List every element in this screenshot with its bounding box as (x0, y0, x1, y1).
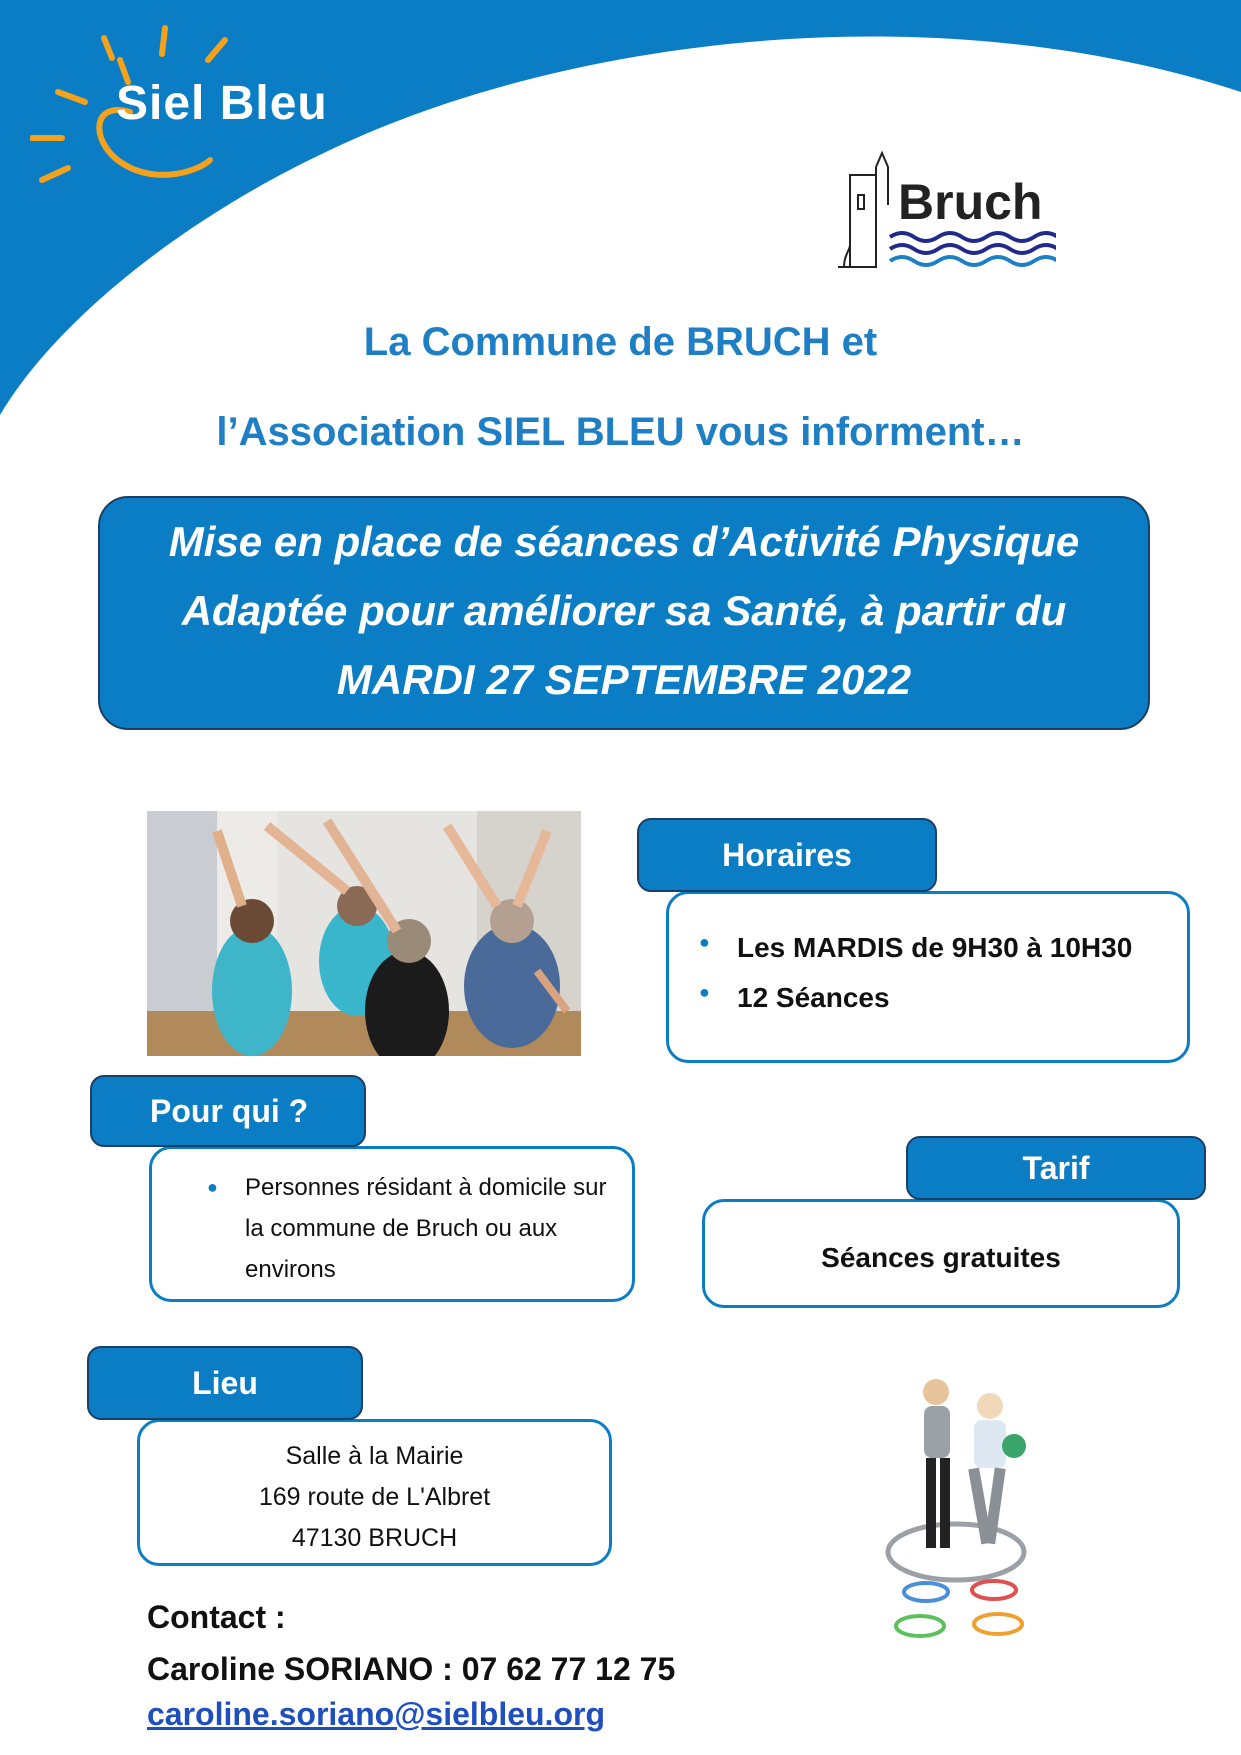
lieu-box (137, 1419, 612, 1566)
horaires-item-2: ● 12 Séances (699, 982, 1132, 1014)
tarif-label: Tarif (906, 1136, 1206, 1200)
contact-email-link[interactable]: caroline.soriano@sielbleu.org (147, 1696, 605, 1732)
tarif-value: Séances gratuites (821, 1242, 1061, 1273)
lieu-label: Lieu (87, 1346, 363, 1420)
horaires-label: Horaires (637, 818, 937, 892)
lieu-line-1: Salle à la Mairie (285, 1442, 464, 1470)
siel-bleu-wordmark: Siel Bleu (116, 77, 328, 130)
horaires-item-1: ● Les MARDIS de 9H30 à 10H30 (699, 932, 1132, 964)
bruch-wordmark: Bruch (898, 174, 1043, 230)
headline-line-1: La Commune de BRUCH et (363, 320, 878, 364)
banner-line-2: Adaptée pour améliorer sa Santé, à partir du (181, 587, 1067, 634)
exercise-class-photo (147, 811, 581, 1056)
banner-line-1: Mise en place de séances d’Activité Physique (168, 518, 1080, 565)
contact-person: Caroline SORIANO : 07 62 77 12 75 (147, 1651, 676, 1687)
lieu-line-2: 169 route de L'Albret (258, 1483, 491, 1511)
banner-line-3: MARDI 27 SEPTEMBRE 2022 (336, 656, 912, 703)
siel-bleu-logo (30, 20, 340, 190)
horaires-box (666, 891, 1190, 1063)
contact-label: Contact : (147, 1599, 286, 1635)
announcement-banner (98, 496, 1150, 730)
headline-line-2: l’Association SIEL BLEU vous informent… (216, 410, 1025, 454)
pour-qui-item-1: ● Personnes résidant à domicile sur la commune de Bruch ou aux environs (207, 1167, 607, 1290)
tarif-box (702, 1199, 1180, 1308)
coaching-photo (870, 1362, 1042, 1662)
pour-qui-box (149, 1146, 635, 1302)
bruch-logo (836, 145, 1056, 275)
pour-qui-label: Pour qui ? (90, 1075, 366, 1147)
lieu-line-3: 47130 BRUCH (291, 1524, 458, 1552)
